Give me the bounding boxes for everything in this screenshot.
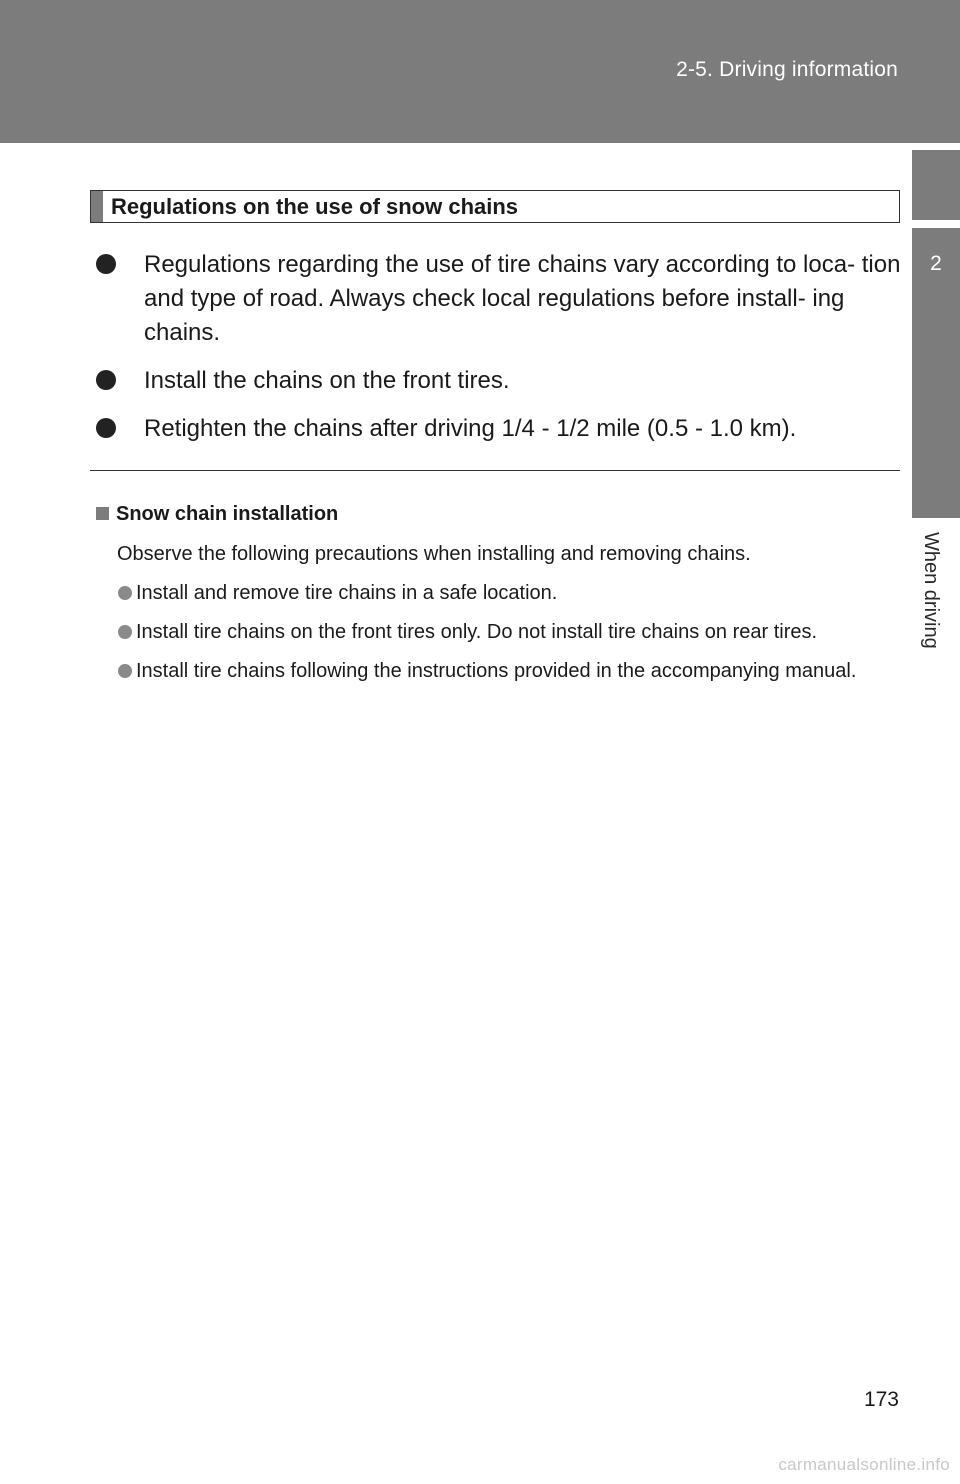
- notes-title: [96, 500, 896, 528]
- bullet-icon: [96, 370, 116, 390]
- regulations-heading: Regulations on the use of snow chains: [111, 194, 519, 219]
- section-divider: [90, 470, 900, 471]
- regulations-heading-box: [90, 190, 900, 223]
- bullet-icon: [118, 586, 132, 600]
- notes-intro: Observe the following precautions when installing and removing chains.: [117, 543, 751, 565]
- notes-title-text: Snow chain installation: [116, 503, 339, 525]
- list-item: [96, 657, 896, 685]
- list-item-text: Regulations regarding the use of tire chains vary according to loca- tion and type of road. Always check local regulations before install- ing chains.: [144, 251, 901, 346]
- heading-accent-bar: [91, 191, 103, 222]
- tab-spacer: [912, 150, 960, 220]
- watermark: carmanualsonline.info: [778, 1455, 950, 1474]
- list-item-text: Install the chains on the front tires.: [144, 367, 510, 394]
- list-item: [96, 248, 906, 350]
- chapter-label: When driving: [920, 532, 942, 649]
- list-item: [96, 579, 896, 607]
- bullet-icon: [118, 625, 132, 639]
- section-title: 2-5. Driving information: [676, 58, 898, 81]
- bullet-icon: [118, 664, 132, 678]
- square-bullet-icon: [96, 507, 109, 520]
- page-number: 173: [863, 1388, 899, 1411]
- list-item: [96, 618, 896, 646]
- bullet-icon: [96, 418, 116, 438]
- notes-section: [96, 500, 896, 696]
- list-item-text: Install and remove tire chains in a safe location.: [136, 582, 558, 604]
- list-item: [96, 364, 906, 398]
- list-item-text: Install tire chains following the instructions provided in the accompanying manual.: [136, 660, 857, 682]
- regulations-list: [96, 248, 906, 460]
- header-band: [0, 0, 960, 143]
- list-item-text: Install tire chains on the front tires only. Do not install tire chains on rear tires.: [136, 621, 818, 643]
- chapter-side-tab: [912, 150, 960, 1398]
- chapter-number: 2: [912, 228, 960, 518]
- list-item-text: Retighten the chains after driving 1/4 - 1/2 mile (0.5 - 1.0 km).: [144, 415, 797, 442]
- list-item: [96, 412, 906, 446]
- bullet-icon: [96, 254, 116, 274]
